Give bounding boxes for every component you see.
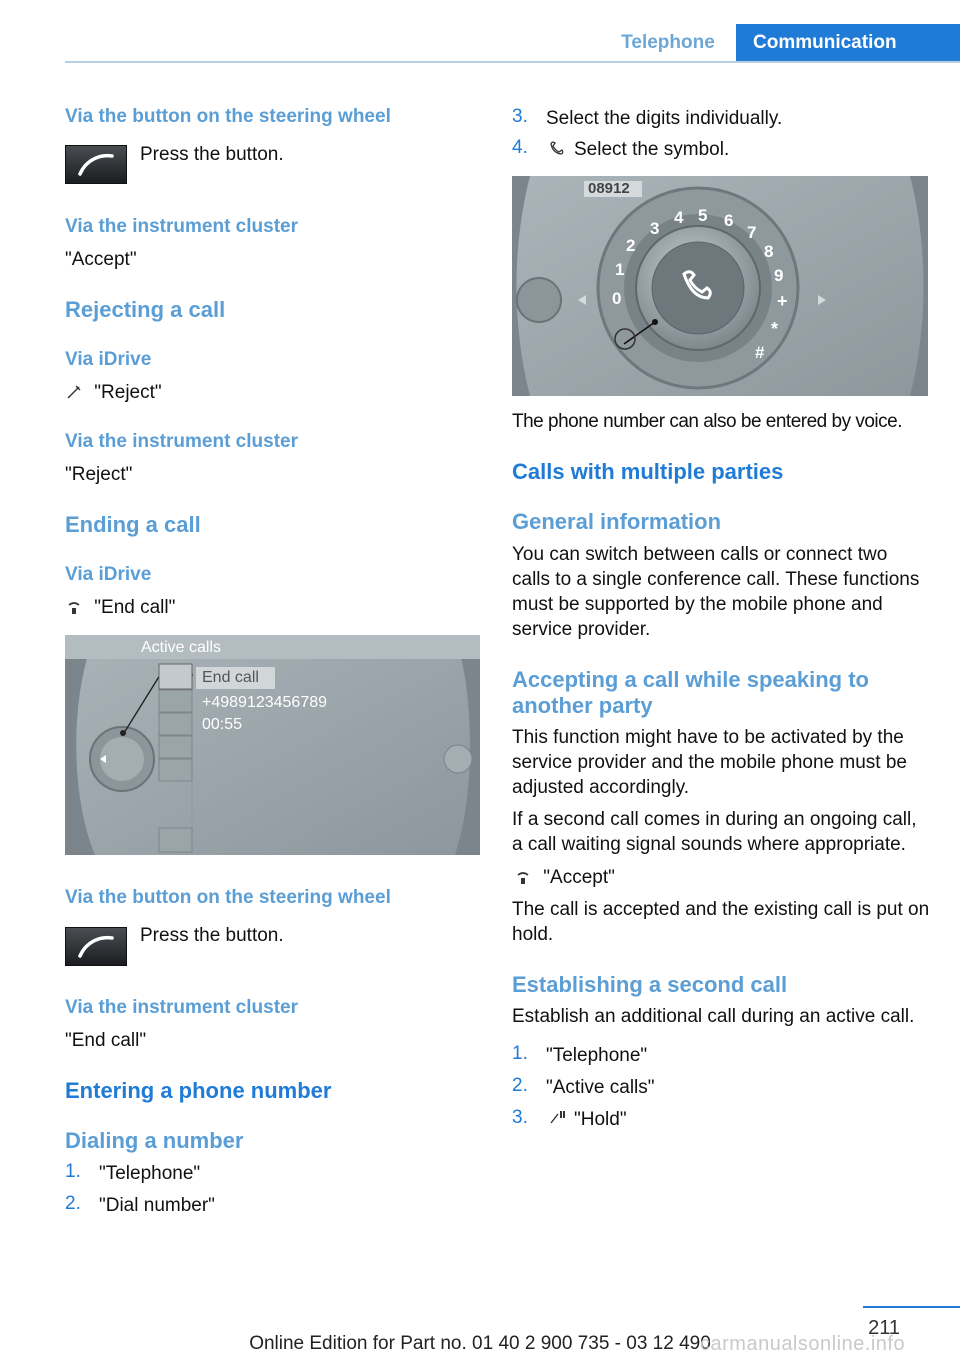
voice-note: The phone number can also be entered by voice. — [512, 411, 902, 432]
digit-1: 1 — [615, 260, 625, 279]
heading-steering-wheel-2: Via the button on the steering wheel — [65, 887, 391, 908]
dial-step-1 — [65, 1161, 201, 1184]
dial-symbol-icon — [548, 139, 566, 157]
digit-star: * — [771, 319, 779, 339]
step-number: 2. — [512, 1075, 528, 1096]
step-text: "Dial number" — [99, 1195, 215, 1216]
digit-5: 5 — [698, 206, 708, 225]
digit-hash: # — [755, 343, 765, 362]
heading-steering-wheel-1: Via the button on the steering wheel — [65, 106, 391, 127]
end-call-menu-item: End call — [202, 669, 259, 686]
heading-instrument-cluster-1: Via the instrument cluster — [65, 216, 298, 237]
accept-label: "Accept" — [543, 867, 615, 888]
accepted-text: The call is accepted and the existing call is put on hold. — [512, 899, 930, 945]
endcall-idrive-text: "End call" — [94, 597, 176, 618]
digit-8: 8 — [764, 242, 774, 261]
header-rule — [65, 61, 960, 63]
press-button-text-1: Press the button. — [140, 144, 284, 165]
hold-icon — [548, 1109, 566, 1127]
press-button-text-2: Press the button. — [140, 925, 284, 946]
end-call-icon — [65, 599, 83, 617]
footer-rule — [863, 1306, 960, 1308]
heading-instrument-cluster-2: Via the instrument cluster — [65, 431, 298, 452]
dial-step-4 — [512, 137, 730, 160]
step-text: Select the symbol. — [574, 139, 730, 160]
step-number: 2. — [65, 1193, 81, 1214]
heading-establishing-call: Establishing a second call — [512, 972, 788, 997]
digit-9: 9 — [774, 266, 784, 285]
step-number: 3. — [512, 106, 528, 127]
dial-step-2 — [65, 1193, 215, 1216]
heading-dialing-number: Dialing a number — [65, 1128, 244, 1153]
heading-ending-call: Ending a call — [65, 512, 201, 537]
heading-rejecting-call: Rejecting a call — [65, 297, 226, 322]
heading-general-information: General information — [512, 509, 722, 534]
reject-call-icon — [65, 384, 83, 402]
accept-call-icon — [514, 869, 532, 887]
reject-idrive-text: "Reject" — [94, 382, 162, 403]
endcall-cluster-text: "End call" — [65, 1030, 147, 1051]
step-text: Select the digits individually. — [546, 108, 783, 129]
dialed-digits-display: 08912 — [588, 180, 630, 197]
tab-telephone: Telephone — [621, 31, 715, 53]
digit-plus: + — [777, 291, 788, 311]
heading-instrument-cluster-3: Via the instrument cluster — [65, 997, 298, 1018]
dial-number-screenshot — [512, 176, 928, 396]
endcall-idrive-line — [65, 595, 175, 620]
step-text: "Telephone" — [546, 1045, 648, 1066]
page-number: 211 — [868, 1317, 900, 1339]
active-calls-screenshot — [65, 635, 480, 855]
heading-idrive-1: Via iDrive — [65, 349, 152, 370]
active-calls-title: Active calls — [141, 639, 222, 656]
heading-entering-number: Entering a phone number — [65, 1078, 332, 1103]
digit-6: 6 — [724, 211, 734, 230]
step-text: "Telephone" — [99, 1163, 201, 1184]
phone-button-icon — [65, 145, 127, 184]
edition-footer: Online Edition for Part no. 01 40 2 900 735 - 03 12 490 — [249, 1333, 711, 1354]
digit-4: 4 — [674, 208, 684, 227]
step-text: "Hold" — [574, 1109, 627, 1130]
second-call-step-3 — [512, 1107, 627, 1130]
call-duration: 00:55 — [202, 716, 243, 733]
accepting-text: This function might have to be activated by the service provider and the mobile phone must be adjusted accordingly. — [512, 727, 908, 798]
heading-idrive-2: Via iDrive — [65, 564, 152, 585]
digit-3: 3 — [650, 219, 660, 238]
second-call-text: If a second call comes in during an ongoing call, a call waiting signal sounds where appropriate. — [512, 809, 917, 855]
reject-idrive-line — [65, 380, 162, 405]
step-number: 4. — [512, 137, 528, 158]
general-text: You can switch between calls or connect two calls to a single conference call. These functions must be supported by the mobile phone and service provider. — [512, 544, 920, 640]
establishing-text: Establish an additional call during an active call. — [512, 1006, 915, 1027]
step-number: 1. — [512, 1043, 528, 1064]
digit-7: 7 — [747, 223, 757, 242]
step-number: 1. — [65, 1161, 81, 1182]
watermark: carmanualsonline.info — [700, 1333, 906, 1355]
digit-2: 2 — [626, 236, 636, 255]
reject-cluster-text: "Reject" — [65, 464, 133, 485]
accept-text: "Accept" — [65, 249, 137, 270]
heading-accepting-call: Accepting a call while speaking to another party — [512, 667, 869, 718]
step-number: 3. — [512, 1107, 528, 1128]
caller-number: +4989123456789 — [202, 694, 328, 711]
dial-step-3 — [512, 106, 783, 129]
step-text: "Active calls" — [546, 1077, 655, 1098]
second-call-step-1 — [512, 1043, 648, 1066]
phone-button-icon-2 — [65, 927, 127, 966]
heading-multiple-parties: Calls with multiple parties — [512, 459, 784, 484]
second-call-step-2 — [512, 1075, 655, 1098]
accept-line — [512, 865, 615, 890]
tab-communication: Communication — [736, 24, 960, 61]
digit-0: 0 — [612, 289, 622, 308]
